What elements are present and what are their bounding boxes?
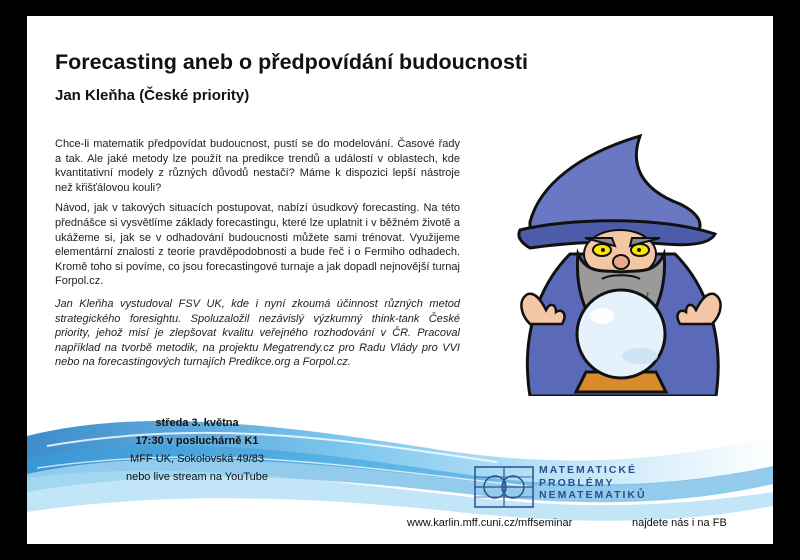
abstract-paragraph-1: Chce-li matematik předpovídat budoucnost, pustí se do modelování. Časové řady a tak. Ale jaké metody lze použít na predikce trendů a událostí v oblastech, kde kvantitativní modely z různých důvodů nestačí? Máme k dispozici lepší nástroje než křišťálovou kouli?	[55, 138, 460, 194]
facebook-note: najdete nás i na FB	[632, 517, 727, 529]
logo-line-3: NEMATEMATIKŮ	[539, 489, 647, 501]
talk-title: Forecasting aneb o předpovídání budoucnosti	[55, 50, 529, 74]
event-address: MFF UK, Sokolovská 49/83	[130, 453, 264, 465]
speaker-bio: Jan Kleňha vystudoval FSV UK, kde i nyní zkoumá účinnost různých metod strategického foresightu. Spoluzaložil nezávislý výzkumný think-tank České priority, jehož misí je zlepšovat kvalitu veřejného rozhodování v ČR. Pracoval například na tvorbě metodik, na projektu Megatrendy.cz pro Radu Vlády pro VVI nebo na forecastingových turnajích Predikce.org a Forpol.cz.	[55, 297, 460, 369]
letterbox-bottom	[0, 544, 800, 560]
poster	[27, 16, 773, 544]
wizard-crystal-ball-illustration	[490, 134, 752, 396]
seminar-logo-text	[539, 464, 647, 502]
abstract	[55, 137, 460, 376]
event-info	[117, 414, 277, 486]
event-stream: nebo live stream na YouTube	[125, 471, 269, 483]
abstract-paragraph-2: Návod, jak v takových situacích postupovat, nabízí úsudkový forecasting. Na této přednášce si vysvětlíme základy forecastingu, které lze uplatnit i v běžném životě a ukážeme si, jak se v odhadování budoucnosti můžete sami trénovat. Využijeme elementární znalosti z teorie pravděpodobnosti a bude řeč i o Fermiho odhadech. Kromě toho si povíme, co jsou forecastingové turnaje a jak dopadl nejnovější turnaj Forpol.cz.	[55, 202, 460, 288]
event-day: středa 3. května	[155, 417, 239, 429]
event-time-place: 17:30 v posluchárně K1	[135, 435, 259, 447]
logo-line-1: MATEMATICKÉ	[539, 464, 638, 476]
letterbox-top	[0, 0, 800, 16]
logo-line-2: PROBLÉMY	[539, 476, 615, 489]
speaker-name: Jan Kleňha (České priority)	[55, 87, 250, 104]
seminar-url[interactable]: www.karlin.mff.cuni.cz/mffseminar	[407, 517, 573, 529]
